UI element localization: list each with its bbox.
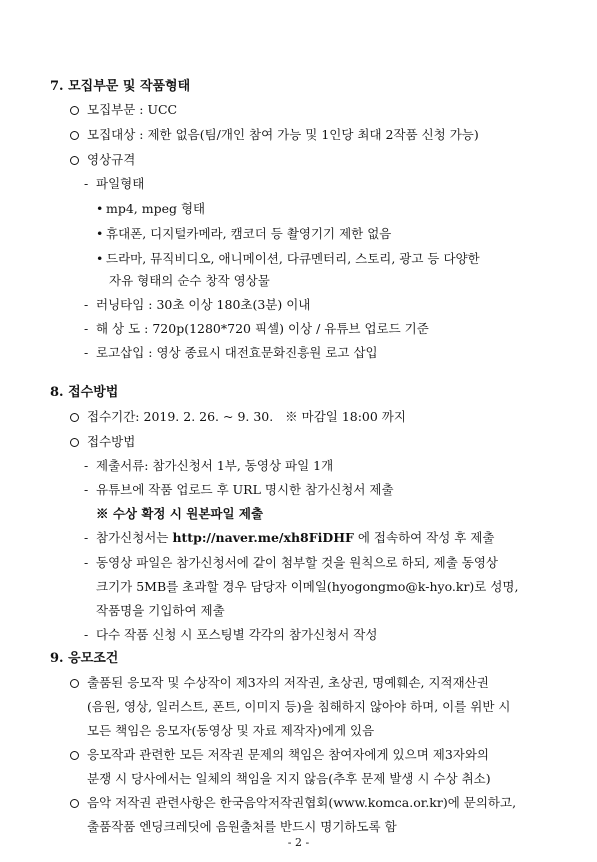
- bullet-item-genres: [96, 251, 480, 267]
- item-text: 응모작과 관련한 모든 저작권 문제의 책임은 참여자에게 있으며 제3자와의: [87, 747, 489, 762]
- circle-bullet-icon: [70, 106, 79, 115]
- item-text: 접수기간: 2019. 2. 26. ~ 9. 30. ※ 마감일 18:00 까지: [87, 409, 406, 424]
- sub-item-video-file: [84, 555, 498, 571]
- circle-bullet-icon: [70, 679, 79, 688]
- dash-mark: -: [84, 345, 89, 360]
- dash-mark: -: [84, 458, 89, 473]
- dash-mark: -: [84, 176, 89, 191]
- section-9-item-responsibility-cont: 분쟁 시 당사에서는 일체의 책임을 지지 않음(추후 문제 발생 시 수상 취소): [87, 771, 491, 786]
- section-9-item-copyright: [70, 675, 489, 691]
- sub-item-documents: [84, 458, 333, 474]
- bullet-item-devices: [96, 226, 391, 242]
- item-text: 참가신청서는: [96, 530, 173, 545]
- section-9-item-responsibility: [70, 747, 489, 763]
- item-text: 모집부문 : UCC: [87, 102, 178, 117]
- item-text: 출품된 응모작 및 수상작이 제3자의 저작권, 초상권, 명예훼손, 지적재산권: [87, 675, 489, 690]
- section-7-item-recruit-target: [70, 127, 479, 143]
- sub-item-file-format: [84, 176, 144, 192]
- section-9-item-copyright-cont-2: 모든 책임은 응모자(동영상 및 자료 제작자)에게 있음: [87, 723, 375, 738]
- section-8-title: 8. 접수방법: [50, 385, 119, 400]
- circle-bullet-icon: [70, 131, 79, 140]
- sub-item-video-file-cont-2: 작품명을 기입하여 제출: [96, 603, 225, 618]
- item-text: 드라마, 뮤직비디오, 애니메이션, 다큐멘터리, 스토리, 광고 등 다양한: [106, 251, 480, 266]
- dot-bullet-icon: •: [96, 201, 104, 216]
- page-number: - 2 -: [287, 836, 310, 849]
- dash-mark: -: [84, 627, 89, 642]
- item-text: 에 접속하여 작성 후 제출: [353, 530, 495, 545]
- circle-bullet-icon: [70, 751, 79, 760]
- item-text: 모집대상 : 제한 없음(팀/개인 참여 가능 및 1인당 최대 2작품 신청 가능): [87, 127, 479, 142]
- dash-mark: -: [84, 297, 89, 312]
- item-text: 다수 작품 신청 시 포스팅별 각각의 참가신청서 작성: [96, 627, 378, 642]
- circle-bullet-icon: [70, 413, 79, 422]
- note-original-file: ※ 수상 확정 시 원본파일 제출: [96, 506, 264, 521]
- item-text: 유튜브에 작품 업로드 후 URL 명시한 참가신청서 제출: [96, 482, 394, 497]
- item-text: 음악 저작권 관련사항은 한국음악저작권협회(www.komca.or.kr)에 문의하고,: [87, 795, 517, 810]
- item-text: 해 상 도 : 720p(1280*720 픽셀) 이상 / 유튜브 업로드 기준: [96, 321, 429, 336]
- item-text: 파일형태: [96, 176, 145, 191]
- sub-item-logo: [84, 345, 378, 361]
- sub-item-youtube: [84, 482, 394, 498]
- dot-bullet-icon: •: [96, 226, 104, 241]
- sub-item-application-link: [84, 530, 495, 546]
- sub-item-running-time: [84, 297, 310, 313]
- circle-bullet-icon: [70, 799, 79, 808]
- section-8-item-method: [70, 434, 135, 450]
- dash-mark: -: [84, 530, 89, 545]
- dot-bullet-icon: •: [96, 251, 104, 266]
- application-form-link[interactable]: http://naver.me/xh8FiDHF: [172, 530, 354, 545]
- section-9-item-music: [70, 795, 516, 811]
- sub-item-multiple: [84, 627, 377, 643]
- section-7-title: 7. 모집부문 및 작품형태: [50, 79, 191, 94]
- item-text: mp4, mpeg 형태: [106, 201, 206, 216]
- section-9-title: 9. 응모조건: [50, 651, 119, 666]
- bullet-item-genres-cont: 자유 형태의 순수 창작 영상물: [109, 273, 270, 288]
- section-7-item-recruit-field: [70, 102, 177, 118]
- sub-item-resolution: [84, 321, 429, 337]
- dash-mark: -: [84, 482, 89, 497]
- item-text: 러닝타임 : 30초 이상 180초(3분) 이내: [96, 297, 311, 312]
- section-8-item-period: [70, 409, 406, 425]
- item-text: 휴대폰, 디지털카메라, 캠코더 등 촬영기기 제한 없음: [106, 226, 392, 241]
- dash-mark: -: [84, 321, 89, 336]
- circle-bullet-icon: [70, 438, 79, 447]
- section-9-item-copyright-cont-1: (음원, 영상, 일러스트, 폰트, 이미지 등)을 침해하지 않아야 하며, 이를 위반 시: [87, 699, 511, 714]
- circle-bullet-icon: [70, 156, 79, 165]
- section-9-item-music-cont: 출품작품 엔딩크레딧에 음원출처를 반드시 명기하도록 함: [87, 819, 397, 834]
- item-text: 접수방법: [87, 434, 136, 449]
- section-7-item-video-spec: [70, 152, 135, 168]
- sub-item-video-file-cont-1: 크기가 5MB를 초과할 경우 담당자 이메일(hyogongmo@k-hyo.kr)로 성명,: [96, 579, 519, 594]
- item-text: 로고삽입 : 영상 종료시 대전효문화진흥원 로고 삽입: [96, 345, 378, 360]
- item-text: 동영상 파일은 참가신청서에 같이 첨부할 것을 원칙으로 하되, 제출 동영상: [96, 555, 498, 570]
- item-text: 영상규격: [87, 152, 136, 167]
- item-text: 제출서류: 참가신청서 1부, 동영상 파일 1개: [96, 458, 334, 473]
- dash-mark: -: [84, 555, 89, 570]
- bullet-item-mp4: [96, 201, 205, 217]
